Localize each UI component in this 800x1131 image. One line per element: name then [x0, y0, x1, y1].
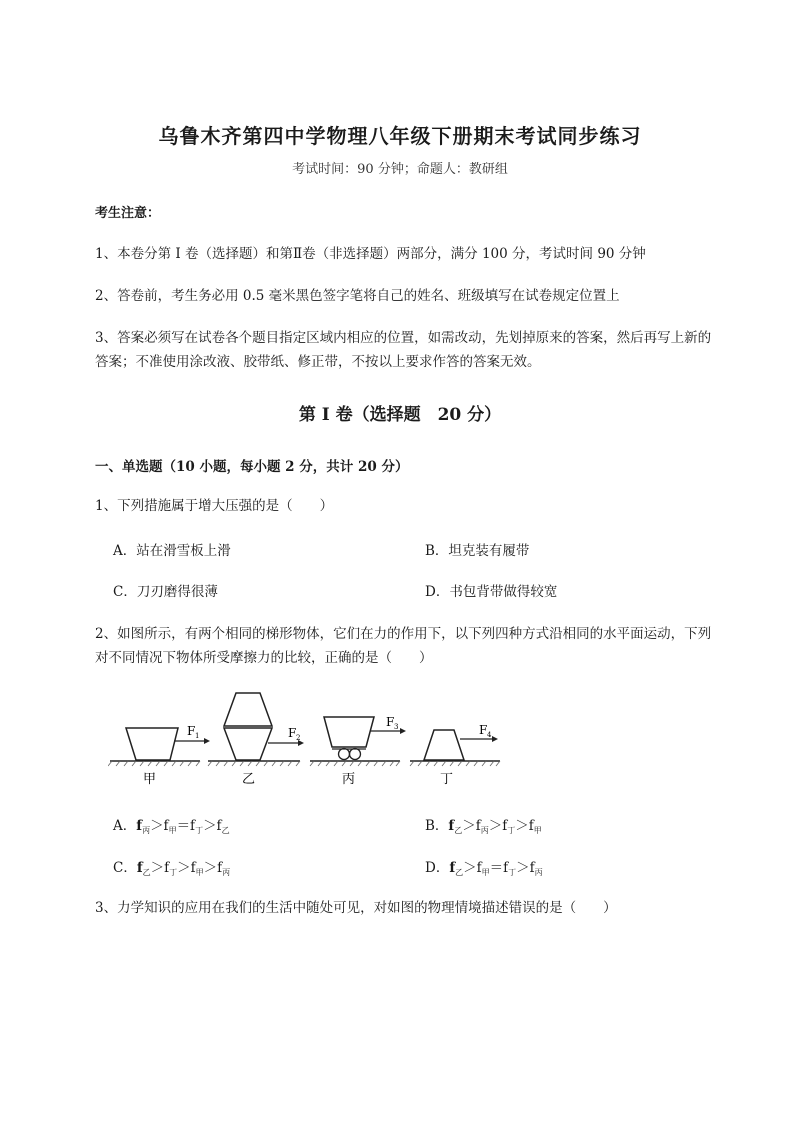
q1-stem: 1、下列措施属于增大压强的是（ ）	[95, 498, 334, 514]
q2-option-b[interactable]: B．$f_乙>f_丙>f_丁>f_甲$	[425, 818, 542, 835]
force-sub-4: 4	[487, 731, 492, 739]
q1-option-d[interactable]: D．书包背带做得较宽	[425, 584, 558, 600]
force-label-2: F	[288, 726, 297, 740]
q2-option-a[interactable]: A．$f_丙>f_甲=f_丁>f_乙$	[113, 818, 230, 835]
force-label-3: F	[386, 715, 395, 729]
figure-yi	[208, 693, 304, 787]
exam-subtitle: 考试时间：90 分钟；命题人：教研组	[292, 162, 508, 177]
notice-item-3: 3、答案必须写在试卷各个题目指定区域内相应的位置，如需改动，先划掉原来的答案，然后再写上新的答案；不准使用涂改液、胶带纸、修正带，不按以上要求作答的答案无效。	[95, 330, 712, 370]
notice-item-1: 1、本卷分第 I 卷（选择题）和第Ⅱ卷（非选择题）两部分，满分 100 分，考试时间 90 分钟	[95, 246, 646, 262]
section-title: 第 I 卷（选择题 20 分）	[298, 405, 502, 425]
notice-item-2: 2、答卷前，考生务必用 0.5 毫米黑色签字笔将自己的姓名、班级填写在试卷规定位置上	[95, 288, 620, 304]
q2-option-d[interactable]: D．$f_乙>f_甲=f_丁>f_丙$	[425, 860, 543, 877]
q3-stem: 3、力学知识的应用在我们的生活中随处可见，对如图的物理情境描述错误的是（ ）	[95, 900, 617, 916]
label-jia: 甲	[143, 772, 157, 787]
force-label-4: F	[479, 723, 488, 737]
part-heading: 一、单选题（10 小题，每小题 2 分，共计 20 分）	[95, 459, 409, 475]
force-sub-3: 3	[394, 723, 399, 731]
figure-jia	[108, 724, 210, 787]
q2-stem: 2、如图所示，有两个相同的梯形物体，它们在力的作用下，以下列四种方式沿相同的水平面运动，下列对不同情况下物体所受摩擦力的比较，正确的是（ ）	[95, 626, 712, 666]
q2-option-c[interactable]: C．$f_乙>f_丁>f_甲>f_丙$	[113, 860, 231, 877]
exam-title: 乌鲁木齐第四中学物理八年级下册期末考试同步练习	[158, 124, 642, 148]
notice-heading: 考生注意：	[95, 206, 161, 221]
friction-figure	[108, 683, 508, 791]
q1-option-c[interactable]: C．刀刃磨得很薄	[113, 584, 218, 600]
figure-bing	[310, 715, 406, 787]
q1-option-b[interactable]: B．坦克装有履带	[425, 543, 530, 559]
q1-option-a[interactable]: A．站在滑雪板上滑	[113, 543, 231, 559]
label-yi: 乙	[242, 772, 256, 787]
label-bing: 丙	[342, 772, 356, 787]
label-ding: 丁	[440, 772, 454, 787]
force-sub-2: 2	[296, 734, 301, 742]
figure-ding	[410, 723, 500, 787]
force-sub-1: 1	[195, 732, 200, 740]
force-label-1: F	[187, 724, 196, 738]
